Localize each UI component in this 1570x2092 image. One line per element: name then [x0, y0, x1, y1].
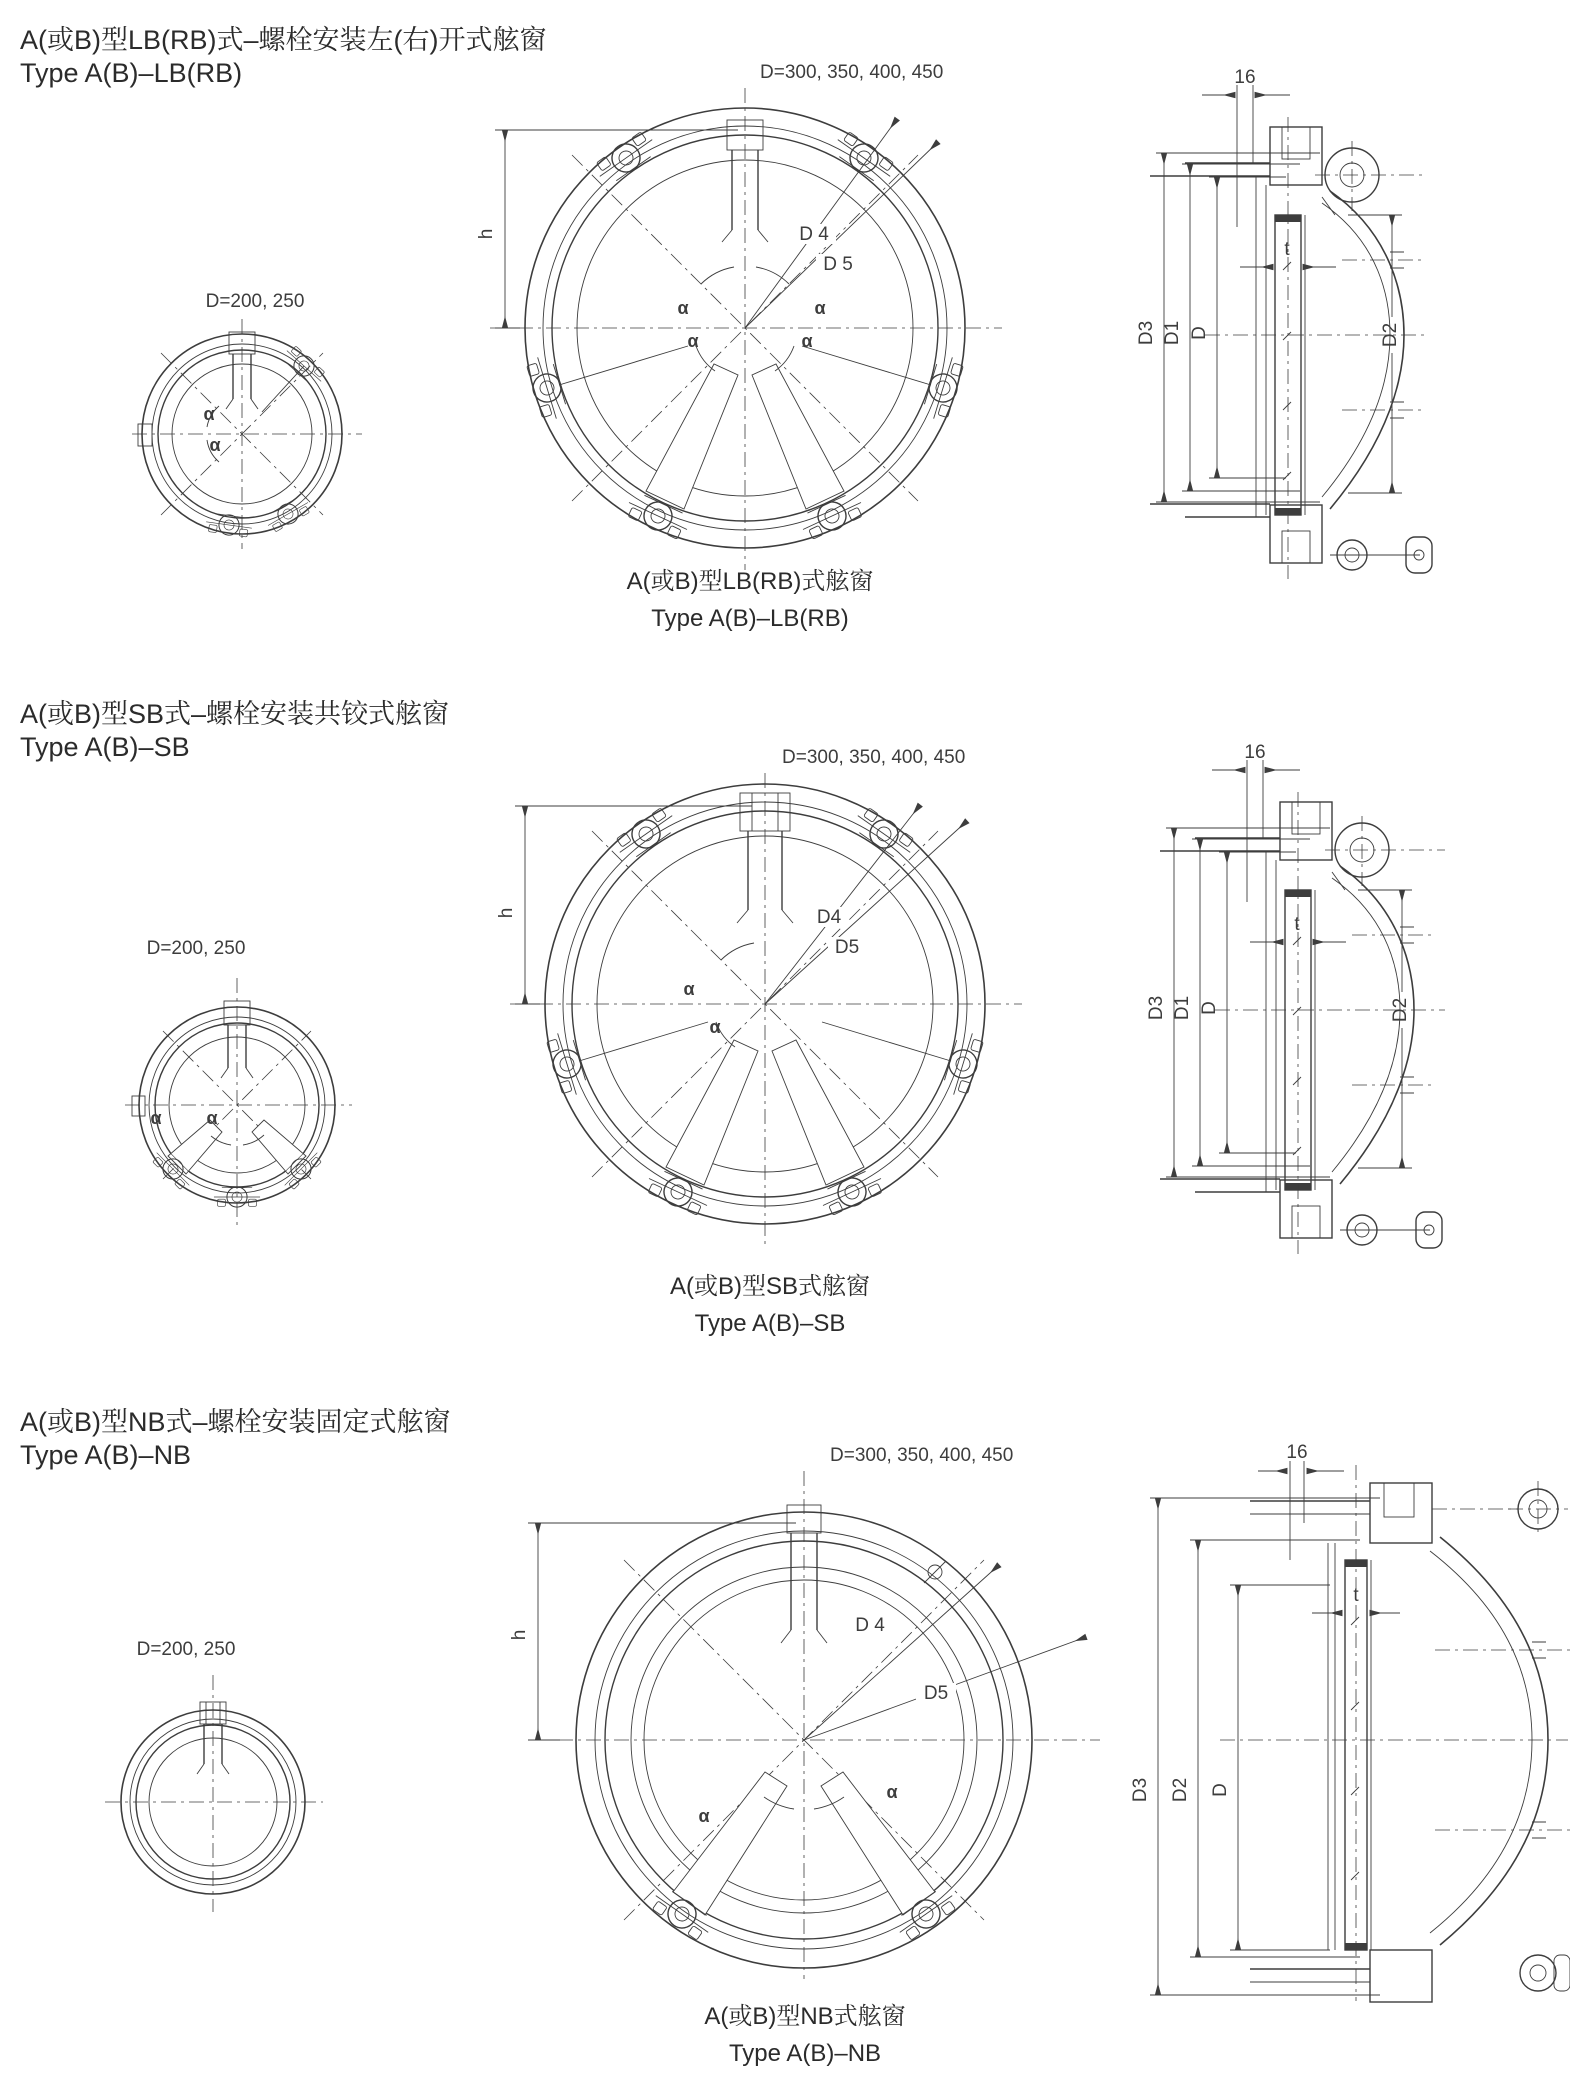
swing-bolt-clamp [920, 353, 965, 422]
top-width-dim-label: 16 [1234, 67, 1256, 88]
section1-heading-en: Type A(B)–LB(RB) [20, 58, 243, 88]
d1-dim-label: D1 [1172, 995, 1193, 1021]
alpha-label: α [709, 1017, 721, 1037]
h-dim-label: h [496, 907, 517, 919]
h-dimension [476, 130, 738, 328]
d4-dim-label: D4 [816, 907, 842, 928]
alpha-label: α [677, 298, 689, 318]
alpha-label: α [150, 1108, 162, 1128]
alpha-label: α [206, 1108, 218, 1128]
swing-bolt-arm [646, 364, 738, 509]
t-dim-label: t [1294, 914, 1300, 935]
alpha-label: α [203, 404, 215, 424]
d2-dim-label: D2 [1390, 997, 1411, 1023]
swing-bolt-arm [168, 1120, 222, 1174]
section3-caption [520, 1998, 1090, 2072]
caption-en: Type A(B)–SB [694, 1310, 846, 1337]
section2-heading-en: Type A(B)–SB [20, 732, 190, 762]
d2-dim-label: D2 [1380, 322, 1401, 348]
caption-en: Type A(B)–NB [728, 2040, 882, 2067]
section3-large-front-view [500, 1445, 1120, 1985]
section2-small-front-view [120, 938, 360, 1248]
d1-dim-label: D1 [1162, 320, 1183, 346]
d-dimension [1210, 1585, 1330, 1950]
diameter-label: D=200, 250 [205, 291, 305, 312]
d1-dimension [1172, 839, 1310, 1166]
alpha-label: α [886, 1782, 898, 1802]
section1-large-front-view [470, 58, 1050, 578]
diameter-label: D=300, 350, 400, 450 [760, 62, 944, 83]
swing-bolt-clamp [850, 804, 918, 864]
d-dim-label: D [1210, 1783, 1231, 1797]
swing-bolt-arm [752, 364, 844, 509]
d3-dim-label: D3 [1136, 320, 1157, 346]
d5-dim-label: D5 [923, 1683, 949, 1704]
d-dim-label: D [1199, 1001, 1220, 1015]
alpha-label: α [801, 331, 813, 351]
alpha-label: α [683, 979, 695, 999]
d3-dim-label: D3 [1146, 995, 1167, 1021]
rim-bracket [138, 424, 152, 446]
hinge-lug [1315, 141, 1426, 215]
section3-heading-zh: A(或B)型NB式–螺栓安装固定式舷窗 [20, 1407, 451, 1437]
swing-bolt-arm [821, 1772, 935, 1915]
hinge-lug [1432, 1481, 1568, 1537]
alpha-label: α [209, 435, 221, 455]
caption-en: Type A(B)–LB(RB) [651, 605, 849, 632]
alpha-label: α [698, 1806, 710, 1826]
t-dim-label: t [1353, 1585, 1359, 1606]
section3-heading-en: Type A(B)–NB [20, 1440, 192, 1470]
d5-dim-label: D 5 [823, 254, 853, 275]
caption-zh: A(或B)型NB式舷窗 [704, 2003, 906, 2030]
h-dimension [509, 1523, 796, 1740]
d2-dimension [1170, 1540, 1360, 1957]
d4-dim-label: D 4 [855, 1615, 885, 1636]
hinge-lug [1325, 816, 1445, 890]
d2-dimension [1348, 215, 1402, 493]
alpha-label: α [814, 298, 826, 318]
swing-bolt-clamp [830, 128, 898, 188]
swing-bolt-clamp [263, 494, 313, 534]
d3-dim-label: D3 [1130, 1777, 1151, 1803]
t-dim-label: t [1284, 239, 1290, 260]
swing-bolt-arm [666, 1040, 758, 1185]
d-dim-label: D [1189, 326, 1210, 340]
section2-cross-section-view [1100, 740, 1460, 1260]
alpha-label: α [687, 331, 699, 351]
swing-bolt-clamp [940, 1029, 985, 1098]
swing-bolt-clamp [544, 1029, 589, 1098]
swing-bolt-clamp [280, 343, 328, 389]
fixing-bolt [924, 1561, 946, 1583]
d1-dimension [1162, 164, 1300, 491]
d5-dim-label: D5 [834, 937, 860, 958]
diameter-label: D=300, 350, 400, 450 [782, 747, 966, 768]
d3-dimension [1130, 1498, 1380, 1995]
diameter-label: D=300, 350, 400, 450 [830, 1445, 1014, 1466]
swing-bolt-handle [1520, 1955, 1570, 1991]
top-width-dim-label: 16 [1244, 742, 1266, 763]
d4-dim-label: D 4 [799, 224, 829, 245]
swing-bolt-arm [673, 1772, 787, 1915]
section1-cross-section-view [1090, 65, 1430, 585]
d2-dimension [1358, 890, 1412, 1168]
swing-bolt-clamp [612, 804, 680, 864]
top-width-dim-label: 16 [1286, 1442, 1308, 1463]
d-dimension [1199, 852, 1296, 1153]
d2-dim-label: D2 [1170, 1777, 1191, 1803]
caption-zh: A(或B)型LB(RB)式舷窗 [626, 568, 874, 595]
section1-small-front-view [130, 287, 370, 587]
storm-cover-profile [1340, 866, 1414, 1184]
section3-small-front-view [95, 1640, 330, 1930]
diameter-label: D=200, 250 [146, 938, 246, 959]
section2-caption [490, 1268, 1050, 1342]
caption-zh: A(或B)型SB式舷窗 [669, 1273, 870, 1300]
section3-cross-section-view [1130, 1442, 1570, 2005]
diameter-label: D=200, 250 [136, 1639, 236, 1660]
section1-heading-zh: A(或B)型LB(RB)式–螺栓安装左(右)开式舷窗 [20, 25, 547, 55]
swing-bolt-arm [772, 1040, 864, 1185]
swing-bolt-clamp [592, 128, 660, 188]
swing-bolt-handle [1330, 537, 1432, 573]
section2-heading-zh: A(或B)型SB式–螺栓安装共铰式舷窗 [20, 699, 450, 729]
h-dim-label: h [476, 228, 497, 240]
section1-caption [470, 563, 1030, 637]
swing-bolt-handle [1340, 1212, 1442, 1248]
section2-large-front-view [490, 745, 1070, 1265]
swing-bolt-clamp [524, 353, 569, 422]
h-dim-label: h [509, 1629, 530, 1641]
storm-cover-profile [1330, 191, 1404, 509]
d-dimension [1189, 177, 1286, 478]
